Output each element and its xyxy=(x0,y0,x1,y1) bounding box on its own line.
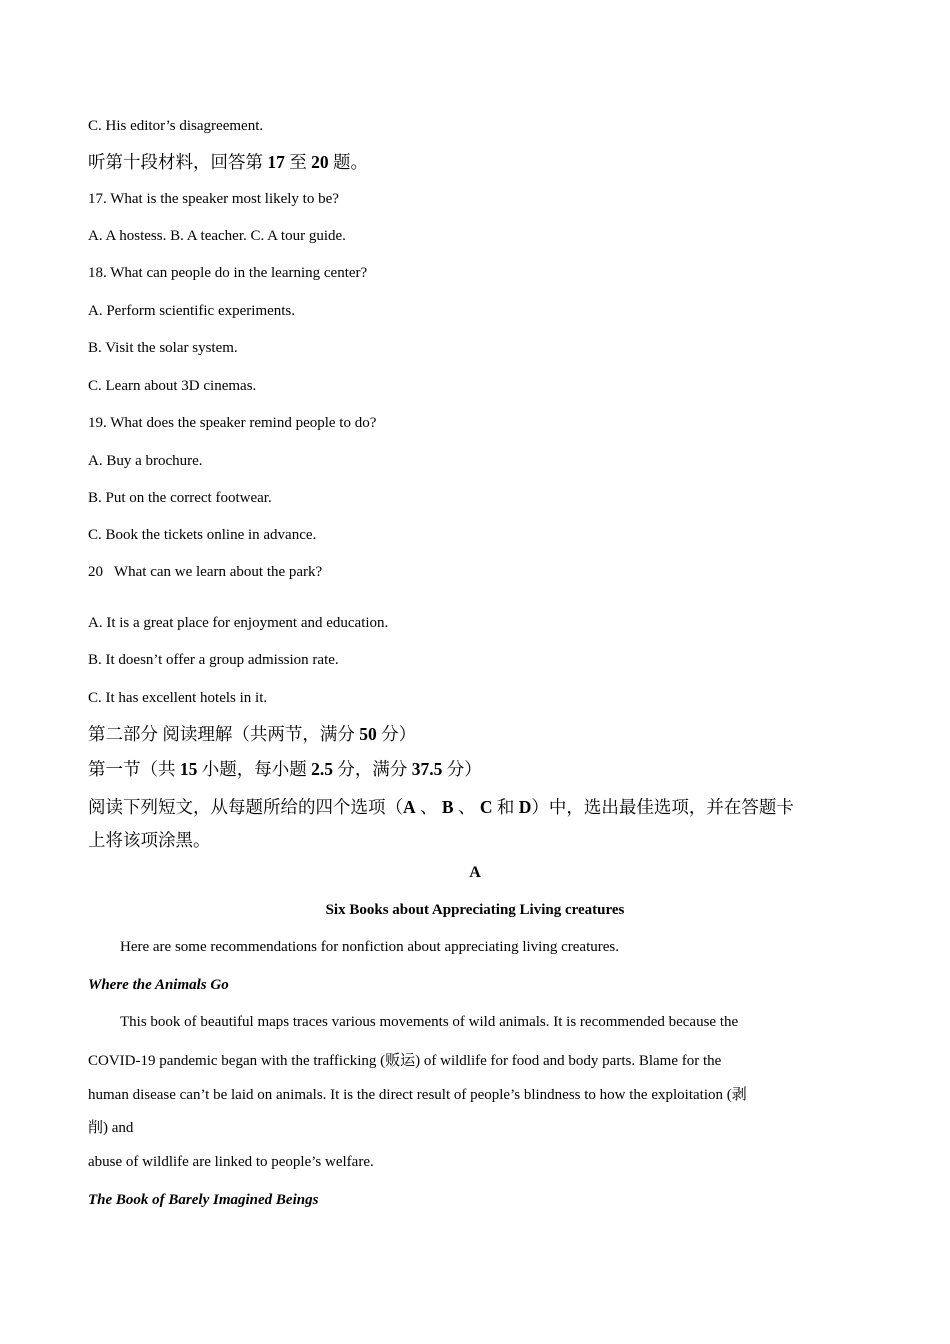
book1-paragraph-line-1: This book of beautiful maps traces various movements of wild animals. It is recommended because the xyxy=(120,1014,739,1030)
question-20-option-a: A. It is a great place for enjoyment and education. xyxy=(88,615,389,631)
question-20: 20 What can we learn about the park? xyxy=(88,564,323,580)
question-20-option-c: C. It has excellent hotels in it. xyxy=(88,690,268,706)
passage-intro: Here are some recommendations for nonfiction about appreciating living creatures. xyxy=(120,939,619,955)
question-17: 17. What is the speaker most likely to be? xyxy=(88,191,339,207)
question-19-option-c: C. Book the tickets online in advance. xyxy=(88,527,317,543)
question-19-option-a: A. Buy a brochure. xyxy=(88,453,203,469)
question-20-option-b: B. It doesn’t offer a group admission rate. xyxy=(88,652,339,668)
passage-title: Six Books about Appreciating Living creatures xyxy=(325,902,625,918)
section-ten-heading: 听第十段材料，回答第 17 至 20 题。 xyxy=(88,152,368,172)
book-title-where-animals-go: Where the Animals Go xyxy=(88,977,229,993)
question-19-option-b: B. Put on the correct footwear. xyxy=(88,490,272,506)
instruction-line-1: 阅读下列短文，从每题所给的四个选项（A 、 B 、 C 和 D）中，选出最佳选项，并在答题卡 xyxy=(88,797,794,817)
section-one-heading: 第一节（共 15 小题，每小题 2.5 分，满分 37.5 分） xyxy=(88,759,482,779)
question-18: 18. What can people do in the learning center? xyxy=(88,265,368,281)
question-18-option-a: A. Perform scientific experiments. xyxy=(88,303,296,319)
question-18-option-b: B. Visit the solar system. xyxy=(88,340,238,356)
question-19: 19. What does the speaker remind people to do? xyxy=(88,415,377,431)
passage-letter: A xyxy=(469,864,481,881)
instruction-line-2: 上将该项涂黑。 xyxy=(88,830,211,850)
book1-paragraph-line-2: COVID-19 pandemic began with the trafficking (贩运) of wildlife for food and body parts. Blame for the xyxy=(88,1053,722,1069)
book1-paragraph-line-4: 削) and xyxy=(88,1120,134,1136)
part-two-heading: 第二部分 阅读理解（共两节，满分 50 分） xyxy=(88,724,417,744)
option-line-c-editor: C. His editor’s disagreement. xyxy=(88,118,264,134)
book1-paragraph-line-5: abuse of wildlife are linked to people’s welfare. xyxy=(88,1154,374,1170)
question-17-options: A. A hostess. B. A teacher. C. A tour guide. xyxy=(88,228,346,244)
book1-paragraph-line-3: human disease can’t be laid on animals. It is the direct result of people’s blindness to how the exploitation (剥 xyxy=(88,1087,747,1103)
book-title-barely-imagined-beings: The Book of Barely Imagined Beings xyxy=(88,1192,319,1208)
question-18-option-c: C. Learn about 3D cinemas. xyxy=(88,378,257,394)
